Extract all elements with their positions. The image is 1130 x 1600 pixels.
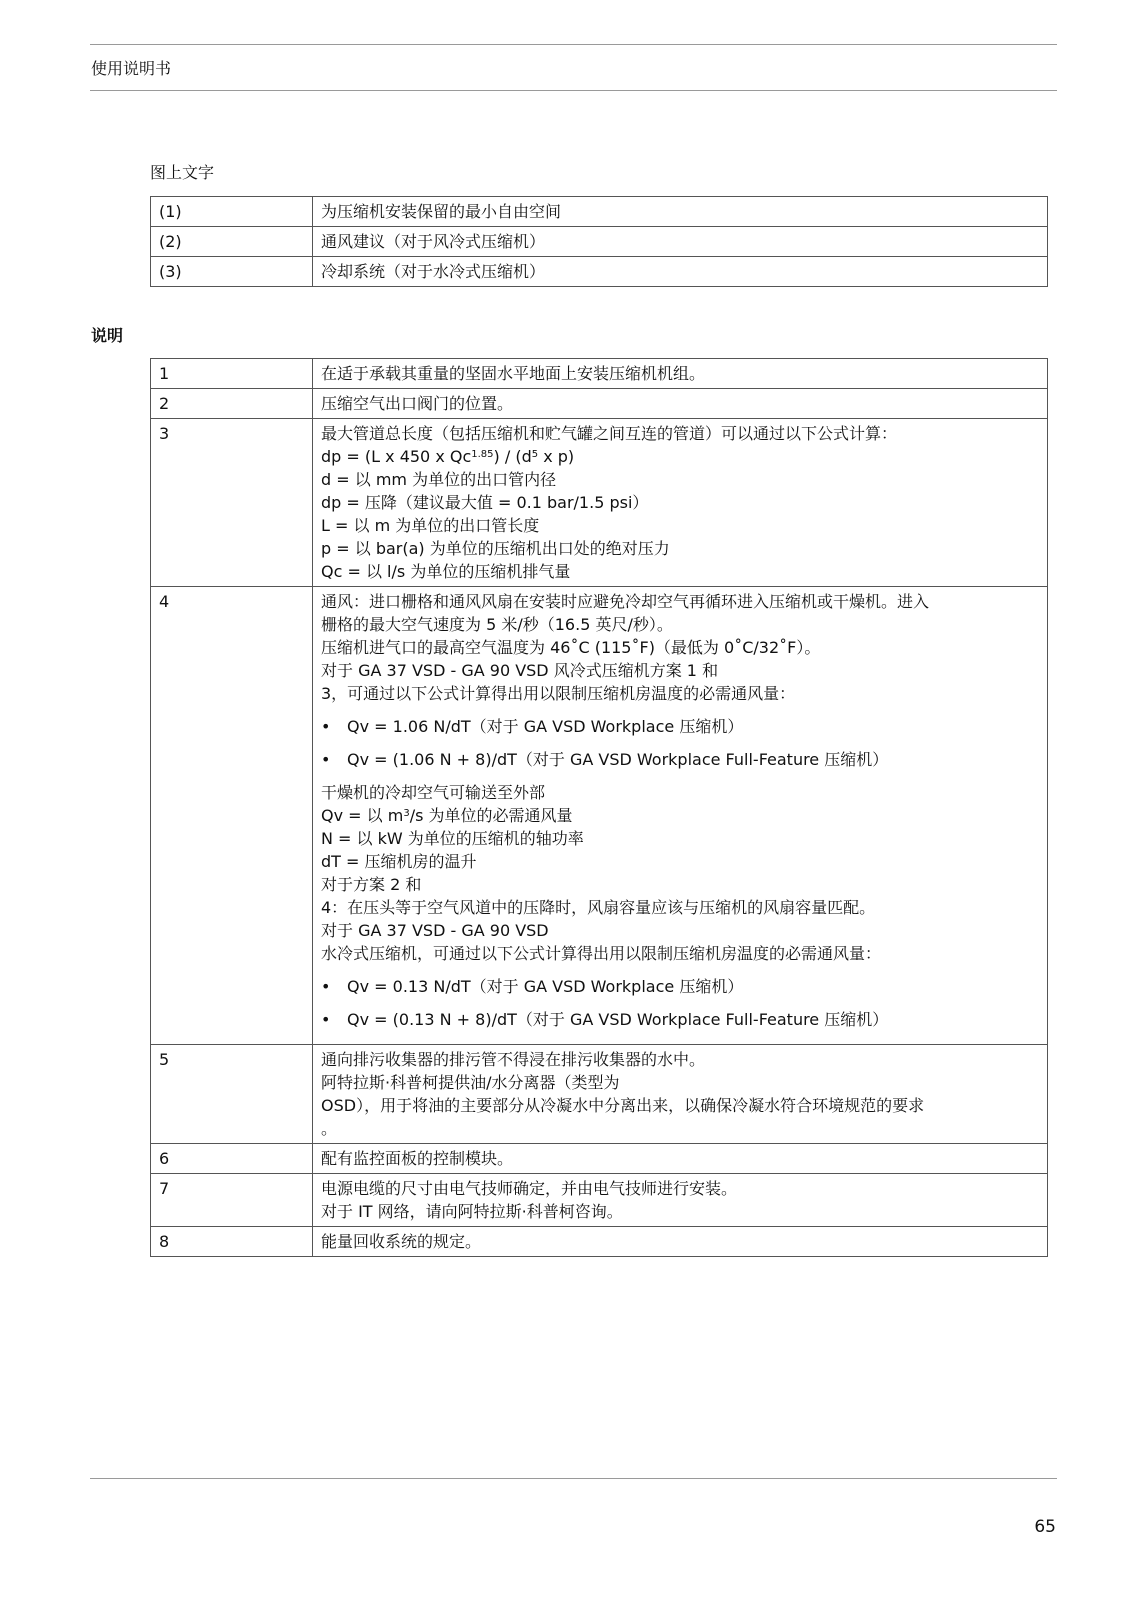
bullet-icon: • (321, 977, 331, 996)
note-number: 6 (151, 1144, 313, 1174)
legend-text: 通风建议（对于风冷式压缩机） (313, 227, 1048, 257)
unit-superscript: 3 (403, 808, 410, 819)
note-part: /s 为单位的必需通风量 (409, 806, 573, 825)
header-bottom-rule (90, 90, 1057, 91)
bullet-item (321, 748, 1039, 771)
legend-key: (3) (151, 257, 313, 287)
note-text (313, 1174, 1048, 1227)
note-line: 对于 GA 37 VSD - GA 90 VSD (321, 921, 549, 940)
note-line: 电源电缆的尺寸由电气技师确定，并由电气技师进行安装。 (321, 1179, 738, 1198)
bullet-text: Qv = 1.06 N/dT（对于 GA VSD Workplace 压缩机） (347, 717, 744, 736)
table-row (151, 1045, 1048, 1144)
note-line: Qc = 以 l/s 为单位的压缩机排气量 (321, 562, 571, 581)
table-row (151, 1227, 1048, 1257)
note-line (321, 804, 1039, 827)
note-part: Qv = 以 m (321, 806, 404, 825)
legend-text: 为压缩机安装保留的最小自由空间 (313, 197, 1048, 227)
note-line: 对于 GA 37 VSD - GA 90 VSD 风冷式压缩机方案 1 和 (321, 661, 719, 680)
notes-title: 说明 (91, 326, 124, 345)
notes-table (150, 358, 1048, 1257)
note-line: N = 以 kW 为单位的压缩机的轴功率 (321, 829, 584, 848)
note-text (313, 587, 1048, 1045)
bullet-icon: • (321, 717, 331, 736)
bullet-text: Qv = (0.13 N + 8)/dT（对于 GA VSD Workplace Full-Feature 压缩机） (347, 1010, 889, 1029)
legend-table (150, 196, 1048, 287)
note-number: 5 (151, 1045, 313, 1144)
bullet-text: Qv = (1.06 N + 8)/dT（对于 GA VSD Workplace Full-Feature 压缩机） (347, 750, 889, 769)
header-title: 使用说明书 (91, 59, 172, 78)
note-number: 3 (151, 419, 313, 587)
legend-key: (1) (151, 197, 313, 227)
note-line: d = 以 mm 为单位的出口管内径 (321, 470, 557, 489)
bullet-item (321, 975, 1039, 998)
table-row (151, 389, 1048, 419)
note-text: 能量回收系统的规定。 (313, 1227, 1048, 1257)
bullet-item (321, 715, 1039, 738)
table-row (151, 257, 1048, 287)
note-line: dp = 压降（建议最大值 = 0.1 bar/1.5 psi） (321, 493, 649, 512)
legend-caption: 图上文字 (150, 163, 215, 182)
note-line: p = 以 bar(a) 为单位的压缩机出口处的绝对压力 (321, 539, 670, 558)
table-row (151, 419, 1048, 587)
header-top-rule (90, 44, 1057, 45)
note-line: OSD），用于将油的主要部分从冷凝水中分离出来，以确保冷凝水符合环境规范的要求 (321, 1096, 925, 1115)
table-row (151, 1174, 1048, 1227)
note-line: L = 以 m 为单位的出口管长度 (321, 516, 540, 535)
note-text (313, 419, 1048, 587)
note-line: 水冷式压缩机，可通过以下公式计算得出用以限制压缩机房温度的必需通风量： (321, 944, 882, 963)
note-line: 通向排污收集器的排污管不得浸在排污收集器的水中。 (321, 1050, 706, 1069)
formula-superscript: 5 (531, 449, 539, 460)
bullet-icon: • (321, 1010, 331, 1029)
table-row (151, 587, 1048, 1045)
bullet-list (321, 975, 1039, 1031)
note-line: dT = 压缩机房的温升 (321, 852, 477, 871)
bullet-list (321, 715, 1039, 771)
footer-rule (90, 1478, 1057, 1479)
formula-part: dp = (L x 450 x Qc (321, 447, 472, 466)
page-number: 65 (1034, 1517, 1056, 1537)
note-text: 配有监控面板的控制模块。 (313, 1144, 1048, 1174)
legend-text: 冷却系统（对于水冷式压缩机） (313, 257, 1048, 287)
bullet-text: Qv = 0.13 N/dT（对于 GA VSD Workplace 压缩机） (347, 977, 744, 996)
note-line: 4：在压头等于空气风道中的压降时，风扇容量应该与压缩机的风扇容量匹配。 (321, 898, 876, 917)
bullet-icon: • (321, 750, 331, 769)
note-number: 8 (151, 1227, 313, 1257)
note-line: 。 (321, 1119, 338, 1138)
note-text (313, 1045, 1048, 1144)
note-line: 栅格的最大空气速度为 5 米/秒（16.5 英尺/秒）。 (321, 615, 673, 634)
note-line: 3，可通过以下公式计算得出用以限制压缩机房温度的必需通风量： (321, 684, 796, 703)
table-row (151, 1144, 1048, 1174)
note-text: 压缩空气出口阀门的位置。 (313, 389, 1048, 419)
table-row (151, 359, 1048, 389)
note-number: 1 (151, 359, 313, 389)
formula-part: ) / (d (493, 447, 532, 466)
table-row (151, 197, 1048, 227)
legend-key: (2) (151, 227, 313, 257)
note-line: 阿特拉斯·科普柯提供油/水分离器（类型为 (321, 1073, 620, 1092)
note-number: 4 (151, 587, 313, 1045)
formula-superscript: 1.85 (471, 449, 494, 460)
bullet-item (321, 1008, 1039, 1031)
note-text: 在适于承载其重量的坚固水平地面上安装压缩机机组。 (313, 359, 1048, 389)
table-row (151, 227, 1048, 257)
note-line: 对于 IT 网络，请向阿特拉斯·科普柯咨询。 (321, 1202, 623, 1221)
note-number: 2 (151, 389, 313, 419)
note-line: 干燥机的冷却空气可输送至外部 (321, 783, 546, 802)
note-line: 对于方案 2 和 (321, 875, 422, 894)
note-number: 7 (151, 1174, 313, 1227)
note-line: 最大管道总长度（包括压缩机和贮气罐之间互连的管道）可以通过以下公式计算： (321, 424, 898, 443)
formula-line (321, 445, 1039, 468)
note-line: 通风：进口栅格和通风风扇在安装时应避免冷却空气再循环进入压缩机或干燥机。进入 (321, 592, 930, 611)
note-line: 压缩机进气口的最高空气温度为 46˚C (115˚F)（最低为 0˚C/32˚F）。 (321, 638, 821, 657)
formula-part: x p) (538, 447, 575, 466)
